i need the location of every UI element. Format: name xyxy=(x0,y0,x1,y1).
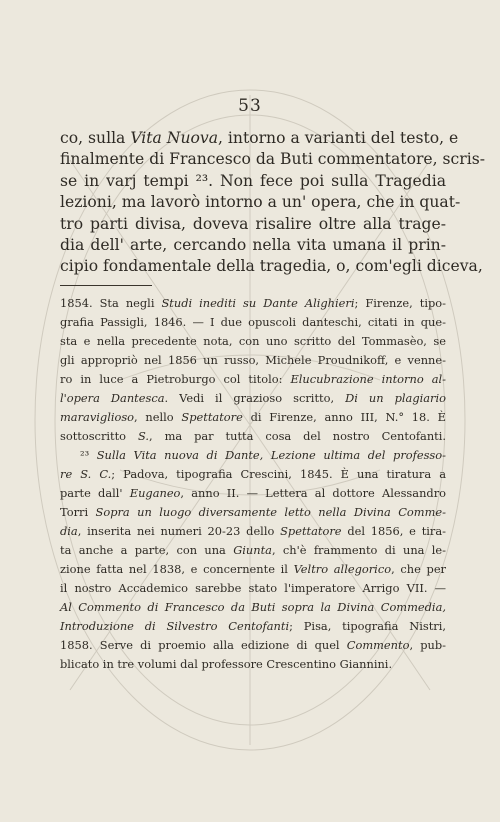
italic-text: re S. C. xyxy=(60,467,112,481)
footnote-line xyxy=(60,427,446,446)
text-run: se in varj tempi ²³. Non fece poi sulla Tragedia xyxy=(60,171,446,190)
italic-text: Studi inediti su Dante Alighieri xyxy=(161,296,355,310)
text-run: Torri xyxy=(60,505,96,519)
footnote-line xyxy=(60,484,446,503)
italic-text: Elucubrazione intorno al- xyxy=(290,372,446,386)
text-run: , pub- xyxy=(409,638,446,652)
footnote-line xyxy=(60,389,446,408)
text-run: , ch'è frammento di una le- xyxy=(271,543,446,557)
footnote-line xyxy=(60,370,446,389)
footnote-line xyxy=(60,332,446,351)
italic-text: dia xyxy=(60,524,78,538)
text-run: ; Pisa, tipografia Nistri, xyxy=(289,619,446,633)
footnote-line xyxy=(60,636,446,655)
text-run: , intorno a varianti del testo, e xyxy=(218,129,459,147)
main-text-line xyxy=(60,128,459,149)
italic-text: Spettatore xyxy=(181,410,243,424)
text-run: zione fatta nel 1838, e concernente il xyxy=(60,562,294,576)
main-text-line xyxy=(60,171,446,192)
italic-text: Introduzione di Silvestro Centofanti xyxy=(60,619,290,633)
italic-text: l'opera Dantesca xyxy=(60,391,165,405)
footnote-line xyxy=(60,313,446,332)
italic-text: Vita Nuova xyxy=(130,129,218,147)
footnote-line xyxy=(60,522,446,541)
main-text-line xyxy=(60,256,483,277)
italic-text: Di un plagiario xyxy=(345,391,447,405)
italic-text: Veltro allegorico xyxy=(293,562,392,576)
footnote-divider xyxy=(60,285,152,286)
text-run: ta anche a parte, con una xyxy=(60,543,234,557)
main-text-line xyxy=(60,214,446,235)
text-run: del 1856, e tira- xyxy=(341,524,446,538)
text-run: sta e nella precedente nota, con uno scritto del Tommasèo, se xyxy=(60,334,446,348)
text-run: , anno II. — Lettera al dottore Alessandro xyxy=(180,486,446,500)
text-run: il nostro Accademico sarebbe stato l'imperatore Arrigo VII. — xyxy=(60,581,446,595)
text-run: tro parti divisa, doveva risalire oltre alla trage- xyxy=(60,214,446,233)
text-run: di Firenze, anno III, N.° 18. È xyxy=(242,410,446,424)
italic-text: Spettatore xyxy=(280,524,342,538)
italic-text: Sopra un luogo diversamente letto nella Divina Comme- xyxy=(95,505,446,519)
footnote-line xyxy=(60,351,446,370)
text-run: finalmente di Francesco da Buti commentatore, scris- xyxy=(60,150,485,169)
text-run: , nello xyxy=(134,410,182,424)
footnote-line xyxy=(60,465,446,484)
main-text-line xyxy=(60,235,446,256)
footnote-line xyxy=(60,598,446,617)
italic-text: S. xyxy=(137,429,150,443)
text-run: ; Padova, tipografia Crescini, 1845. È una tiratura a xyxy=(111,467,446,481)
footnote-line xyxy=(60,560,446,579)
footnotes xyxy=(60,294,446,674)
italic-text: maraviglioso xyxy=(60,410,135,424)
page-number: 53 xyxy=(238,96,262,116)
footnote-line xyxy=(60,655,446,674)
italic-text: Euganeo xyxy=(129,486,181,500)
footnote-line xyxy=(60,408,446,427)
text-run: ²³ xyxy=(80,448,97,462)
main-text-line xyxy=(60,192,461,213)
text-run: cipio fondamentale della tragedia, o, com'egli diceva, xyxy=(60,257,483,276)
text-run: parte dall' xyxy=(60,486,130,500)
text-run: grafia Passigli, 1846. — I due opuscoli danteschi, citati in que- xyxy=(60,315,446,329)
italic-text: Giunta xyxy=(233,543,272,557)
main-text xyxy=(60,128,485,278)
text-run: co, sulla xyxy=(60,129,131,147)
italic-text: Commento xyxy=(346,638,410,652)
text-run: , ma par tutta cosa del nostro Centofanti. xyxy=(149,429,447,443)
text-run: ; Firenze, tipo- xyxy=(354,296,446,310)
text-run: ro in luce a Pietroburgo col titolo: xyxy=(60,372,291,386)
text-run: sottoscritto xyxy=(60,429,138,443)
footnote-line xyxy=(60,294,446,313)
footnote-line xyxy=(60,579,446,598)
italic-text: Al Commento di Francesco da Buti sopra la Divina Commedia, xyxy=(60,600,446,614)
text-run: lezioni, ma lavorò intorno a un' opera, che in quat- xyxy=(60,193,461,212)
footnote-line xyxy=(60,503,446,522)
footnote-line xyxy=(60,541,446,560)
text-run: , inserita nei numeri 20-23 dello xyxy=(77,524,281,538)
footnote-line xyxy=(60,617,446,636)
italic-text: Sulla Vita nuova di Dante, Lezione ultima del professo- xyxy=(96,448,446,462)
text-run: dia dell' arte, cercando nella vita umana il prin- xyxy=(60,236,446,255)
main-text-line xyxy=(60,149,485,170)
text-run: 1854. Sta negli xyxy=(60,296,162,310)
text-run: 1858. Serve di proemio alla edizione di quel xyxy=(60,638,347,652)
text-run: blicato in tre volumi dal professore Crescentino Giannini. xyxy=(60,657,393,671)
text-run: gli appropriò nel 1856 un russo, Michele Proudnikoff, e venne- xyxy=(60,353,446,367)
text-run: , che per xyxy=(391,562,447,576)
footnote-line xyxy=(60,446,446,465)
text-run: . Vedi il grazioso scritto, xyxy=(164,391,346,405)
